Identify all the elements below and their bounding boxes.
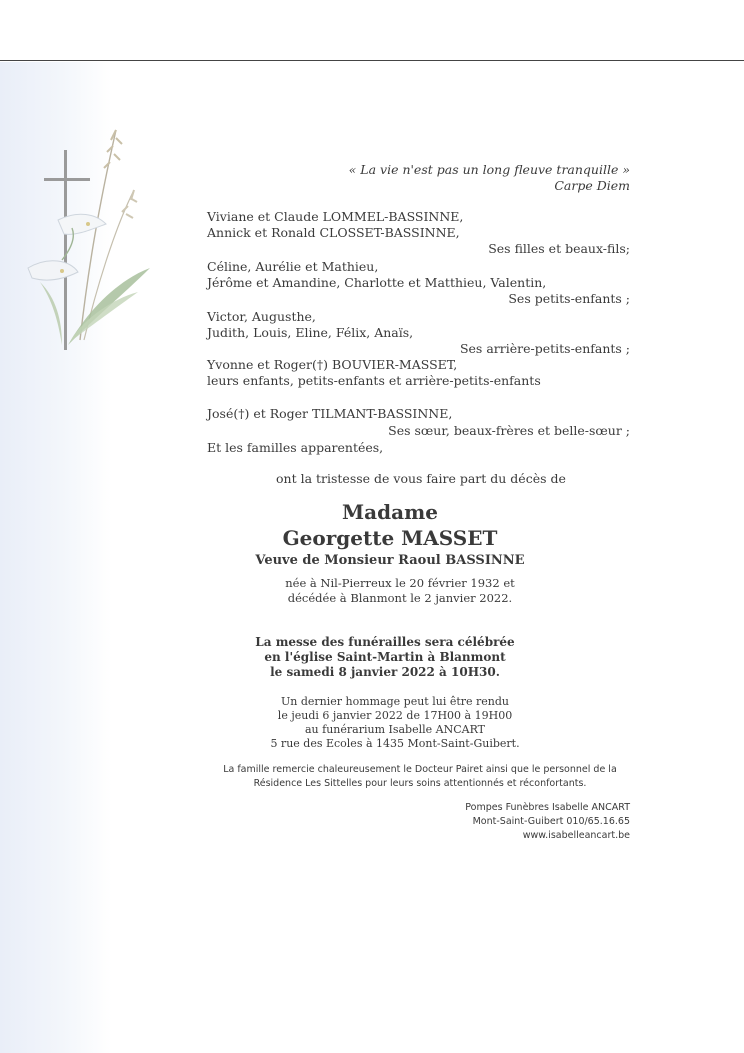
announcement: ont la tristesse de vous faire part du décès de [276, 471, 566, 486]
tribute-line: le jeudi 6 janvier 2022 de 17H00 à 19H00 [277, 709, 513, 722]
funeral-home-website: www.isabelleancart.be [522, 830, 630, 841]
family-line: Viviane et Claude LOMMEL-BASSINNE, [207, 209, 464, 224]
tribute-line: au funérarium Isabelle ANCART [305, 723, 485, 736]
family-line: Judith, Louis, Eline, Félix, Anaïs, [207, 325, 414, 340]
family-line: Annick et Ronald CLOSSET-BASSINNE, [207, 225, 460, 240]
relation-label: Ses filles et beaux-fils; [488, 241, 630, 256]
deceased-name: Georgette MASSET [282, 526, 498, 550]
family-line: Jérôme et Amandine, Charlotte et Matthieu, Valentin, [207, 275, 547, 290]
relation-label: Ses sœur, beaux-frères et belle-sœur ; [388, 423, 630, 438]
deceased-title: Madame [342, 500, 438, 524]
family-line: José(†) et Roger TILMANT-BASSINNE, [207, 406, 453, 421]
mass-line: La messe des funérailles sera célébrée [255, 635, 515, 649]
death-line: décédée à Blanmont le 2 janvier 2022. [287, 591, 513, 605]
thanks-line: La famille remercie chaleureusement le Docteur Pairet ainsi que le personnel de la [223, 764, 617, 775]
family-line: Yvonne et Roger(†) BOUVIER-MASSET, [207, 357, 458, 372]
mass-line: en l'église Saint-Martin à Blanmont [264, 650, 506, 664]
funeral-home-name: Pompes Funèbres Isabelle ANCART [465, 802, 630, 813]
family-line: Et les familles apparentées, [207, 440, 384, 455]
top-rule [0, 60, 744, 61]
family-line: leurs enfants, petits-enfants et arrière-petits-enfants [207, 373, 541, 388]
mass-line: le samedi 8 janvier 2022 à 10H30. [270, 665, 500, 679]
tribute-line: Un dernier hommage peut lui être rendu [280, 695, 510, 708]
birth-line: née à Nil-Pierreux le 20 février 1932 et [285, 576, 515, 590]
relation-label: Ses arrière-petits-enfants ; [459, 341, 630, 356]
cross-lily-illustration [18, 110, 158, 370]
quote-signature: Carpe Diem [554, 178, 630, 193]
quote-text: « La vie n'est pas un long fleuve tranquille » [348, 162, 630, 177]
thanks-line: Résidence Les Sittelles pour leurs soins attentionnés et réconfortants. [253, 778, 587, 789]
relation-label: Ses petits-enfants ; [508, 291, 630, 306]
widow-of: Veuve de Monsieur Raoul BASSINNE [255, 553, 525, 568]
tribute-line: 5 rue des Ecoles à 1435 Mont-Saint-Guibert. [270, 737, 520, 750]
family-line: Victor, Augusthe, [207, 309, 316, 324]
family-line: Céline, Aurélie et Mathieu, [207, 259, 379, 274]
funeral-home-contact: Mont-Saint-Guibert 010/65.16.65 [472, 816, 630, 827]
